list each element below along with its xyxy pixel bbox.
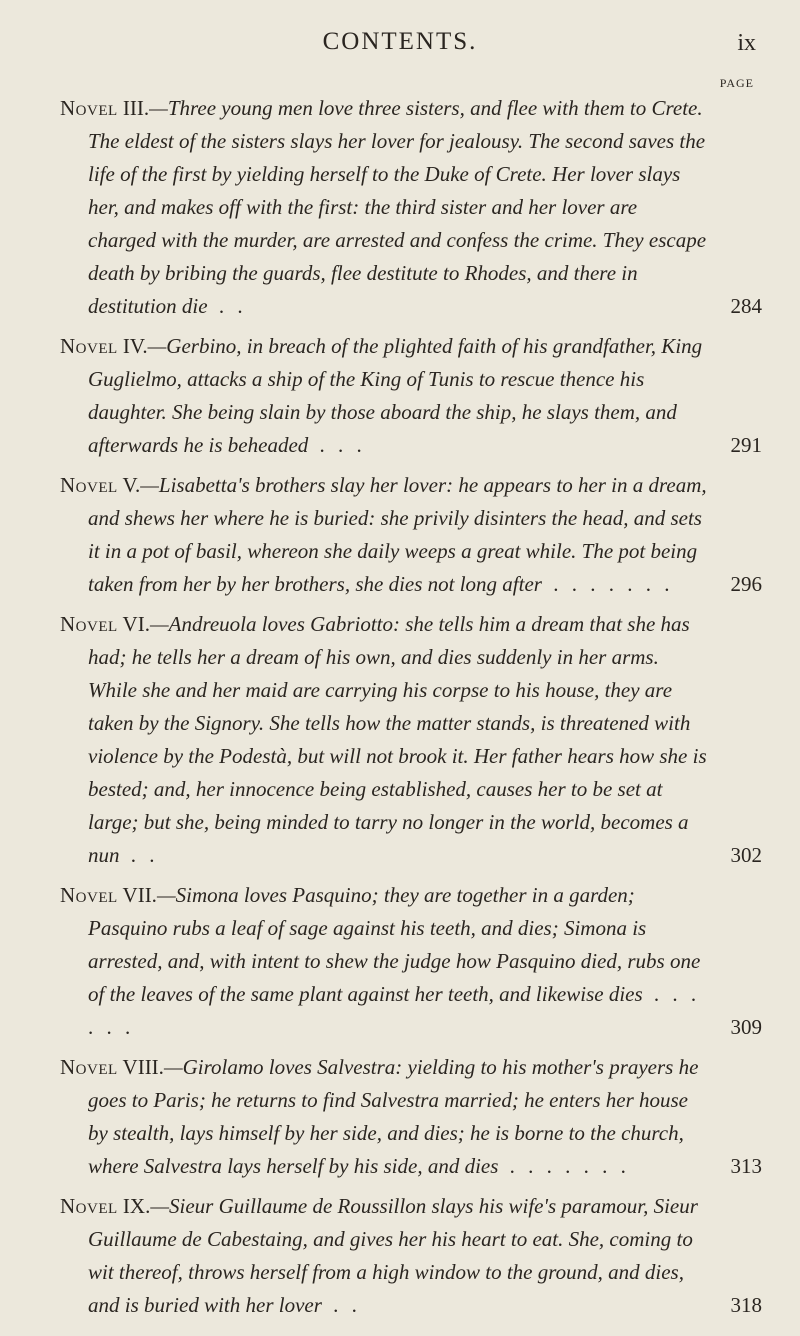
entry-page-number: 291 [730, 433, 762, 457]
entry-number: VIII. [122, 1055, 164, 1079]
dot-leaders: . . [130, 843, 159, 867]
contents-entry-novel-3 [60, 92, 760, 323]
running-head [0, 28, 800, 58]
entry-description: —Andreuola loves Gabriotto: she tells him a dream that she has had; he tells her a dream of his own, and dies suddenly in her arms. While she and her maid are carrying his corpse to his house, they are taken by the Signory. She tells how the matter stands, is threatened with violence by the Podestà, but will not brook it. Her father hears how she is bested; and, her innocence being established, causes her to be set at large; but she, being minded to tarry no longer in the world, becomes a nun [88, 612, 707, 867]
entry-number: IV. [122, 334, 148, 358]
contents-entry-novel-4 [60, 330, 760, 462]
dot-leaders: . . . . . . . [509, 1154, 630, 1178]
entry-page-number: 284 [730, 294, 762, 318]
page-column-label: PAGE [719, 76, 754, 90]
entry-number: IX. [122, 1194, 151, 1218]
dot-leaders: . . [333, 1293, 361, 1317]
entry-page-number: 302 [730, 843, 762, 867]
contents-entry-novel-6 [60, 608, 760, 872]
entry-lead: Novel [60, 1194, 118, 1218]
entry-page-number: 313 [730, 1154, 762, 1178]
entry-page-number: 309 [730, 1015, 762, 1039]
entry-lead: Novel [60, 883, 118, 907]
entry-number: V. [122, 473, 141, 497]
contents-entry-novel-5 [60, 469, 760, 601]
entry-description: —Three young men love three sisters, and flee with them to Crete. The eldest of the sisters slays her lover for jealousy. The second saves the life of the first by yielding herself to the Duke of Crete. Her lover slays her, and makes off with the first: the third sister and her lover are charged with the murder, are arrested and confess the crime. They escape death by bribing the guards, flee destitute to Rhodes, and there in destitution die [88, 96, 707, 318]
page-title: CONTENTS. [322, 28, 478, 55]
dot-leaders: . . . [319, 433, 366, 457]
entry-description: —Lisabetta's brothers slay her lover: he appears to her in a dream, and shews her where he is buried: she privily disinters the head, and sets it in a pot of basil, whereon she daily weeps a great while. The pot being taken from her by her brothers, she dies not long after [88, 473, 707, 596]
entry-description: —Sieur Guillaume de Roussillon slays his wife's paramour, Sieur Guillaume de Cabestaing, and gives her his heart to eat. She, coming to wit thereof, throws herself from a high window to the ground, and dies, and is buried with her lover [88, 1194, 698, 1317]
entry-number: III. [122, 96, 150, 120]
contents-entry-novel-7 [60, 879, 760, 1044]
dot-leaders: . . [218, 294, 247, 318]
dot-leaders: . . . . . . [88, 982, 701, 1039]
entry-number: VII. [122, 883, 157, 907]
entry-page-number: 296 [730, 572, 762, 596]
dot-leaders: . . . . . . . [553, 572, 674, 596]
entry-lead: Novel [60, 612, 118, 636]
entry-number: VI. [122, 612, 150, 636]
folio-number: ix [737, 30, 756, 56]
entry-description: —Girolamo loves Salvestra: yielding to his mother's prayers he goes to Paris; he returns to find Salvestra married; he enters her house by stealth, lays himself by her side, and dies; he is borne to the church, where Salvestra lays herself by his side, and dies [88, 1055, 699, 1178]
entry-lead: Novel [60, 1055, 118, 1079]
entry-lead: Novel [60, 334, 118, 358]
contents-entry-novel-9 [60, 1190, 760, 1322]
contents-entry-novel-8 [60, 1051, 760, 1183]
entry-lead: Novel [60, 96, 118, 120]
entry-description: —Gerbino, in breach of the plighted faith of his grandfather, King Guglielmo, attacks a ship of the King of Tunis to rescue thence his daughter. She being slain by those aboard the ship, he slays them, and afterwards he is beheaded [88, 334, 703, 457]
entry-description: —Simona loves Pasquino; they are together in a garden; Pasquino rubs a leaf of sage against his teeth, and dies; Simona is arrested, and, with intent to shew the judge how Pasquino died, rubs one of the leaves of the same plant against her teeth, and likewise dies [88, 883, 701, 1006]
entry-page-number: 318 [730, 1293, 762, 1317]
contents-list [60, 92, 760, 1329]
entry-lead: Novel [60, 473, 118, 497]
